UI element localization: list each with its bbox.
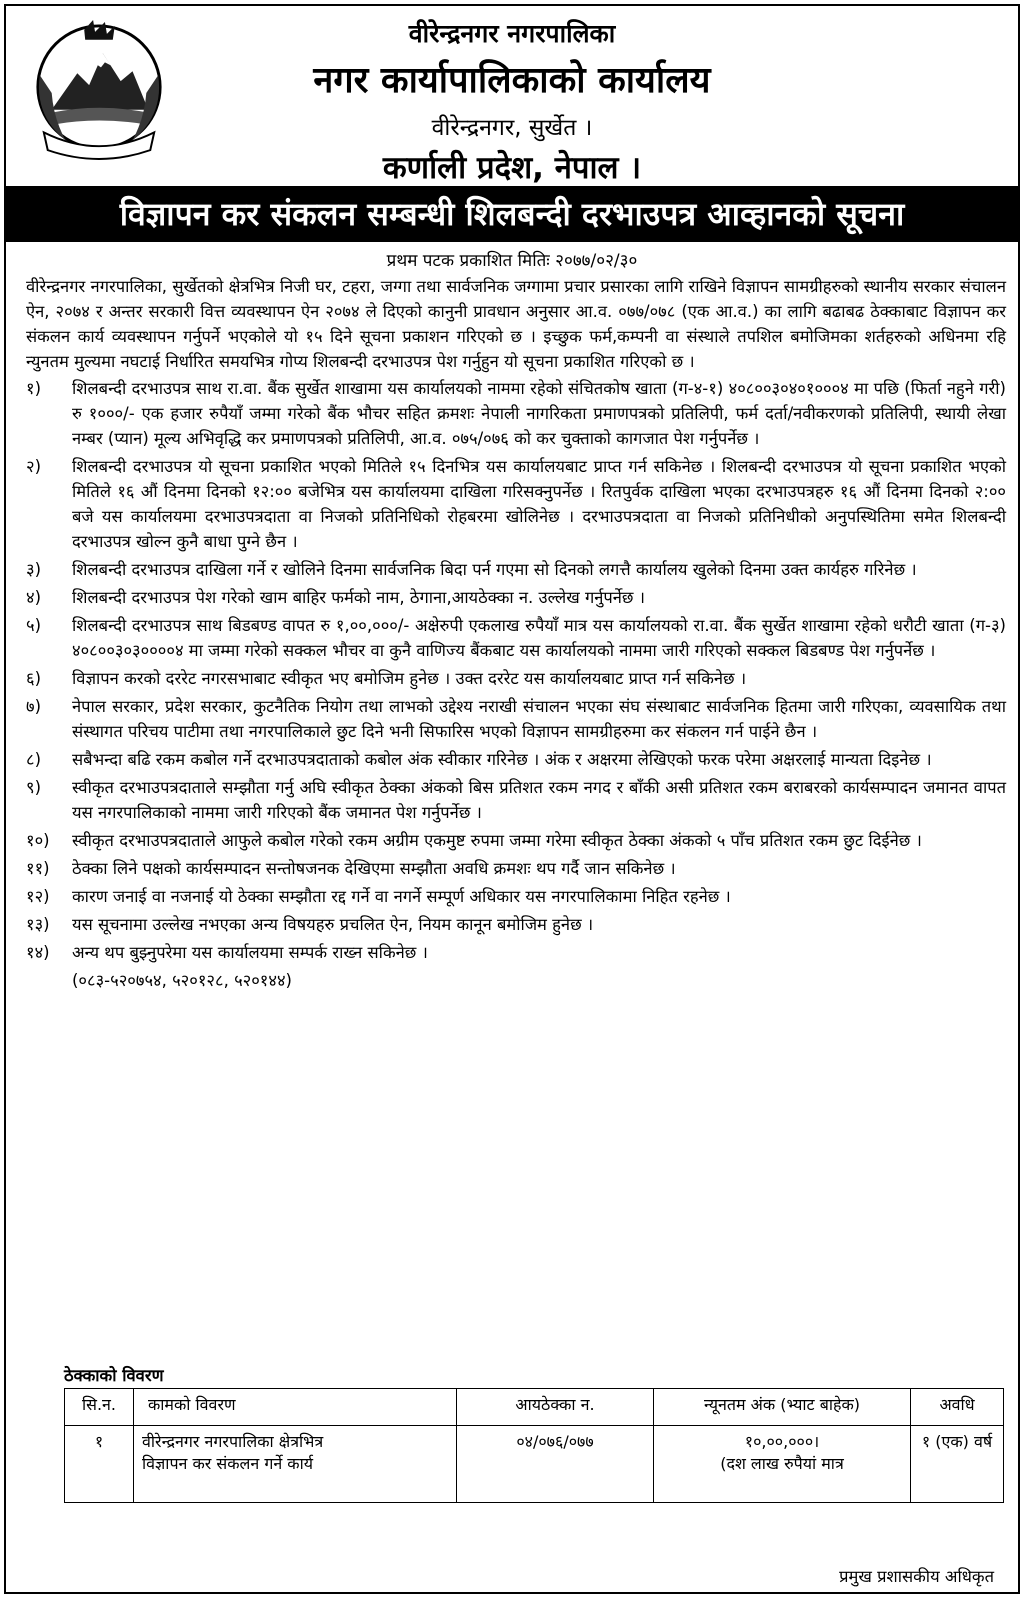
column-header-duration: अवधि bbox=[911, 1389, 1004, 1426]
clause-number: ३) bbox=[26, 560, 42, 579]
office-address: वीरेन्द्रनगर, सुर्खेत । bbox=[431, 115, 593, 141]
contract-details-title: ठेक्काको विवरण bbox=[64, 1366, 164, 1385]
column-header-sn: सि.न. bbox=[65, 1389, 134, 1426]
clause-list bbox=[26, 376, 1006, 965]
description-line: वीरेन्द्रनगर नगरपालिका क्षेत्रभित्र bbox=[142, 1432, 324, 1451]
clause-item bbox=[26, 884, 1006, 909]
notice-body bbox=[26, 274, 1006, 993]
clause-text: यस सूचनामा उल्लेख नभएका अन्य विषयहरु प्रचलित ऐन, नियम कानून बमोजिम हुनेछ । bbox=[72, 915, 594, 934]
column-header-description: कामको विवरण bbox=[134, 1389, 457, 1426]
clause-item bbox=[26, 557, 1006, 582]
clause-item bbox=[26, 828, 1006, 853]
clause-item bbox=[26, 856, 1006, 881]
clause-number: ४) bbox=[26, 588, 42, 607]
amount-figure: १०,००,०००। bbox=[744, 1432, 820, 1451]
clause-number: ८) bbox=[26, 750, 42, 769]
clause-text: स्वीकृत दरभाउपत्रदाताले आफुले कबोल गरेको रकम अग्रीम एकमुष्ट रुपमा जम्मा गरेमा स्वीकृत ठेक्का अंकको ५ पाँच प्रतिशत रकम छुट दिईनेछ । bbox=[72, 831, 922, 850]
clause-text: शिलबन्दी दरभाउपत्र दाखिला गर्ने र खोलिने दिनमा सार्वजनिक बिदा पर्न गएमा सो दिनको लगत्तै कार्यालय खुलेको दिनमा उक्त कार्यहरु गरिनेछ । bbox=[72, 560, 917, 579]
clause-item bbox=[26, 376, 1006, 451]
column-header-contract-no: आयठेक्का न. bbox=[457, 1389, 654, 1426]
published-date: प्रथम पटक प्रकाशित मितिः २०७७/०२/३० bbox=[386, 251, 638, 271]
clause-number: १०) bbox=[26, 831, 50, 850]
column-header-minimum-amount: न्यूनतम अंक (भ्याट बाहेक) bbox=[654, 1389, 911, 1426]
clause-number: ५) bbox=[26, 616, 42, 635]
clause-number: १) bbox=[26, 379, 42, 398]
office-name: नगर कार्यापालिकाको कार्यालय bbox=[313, 60, 711, 101]
clause-text: सबैभन्दा बढि रकम कबोल गर्ने दरभाउपत्रदाताको कबोल अंक स्वीकार गरिनेछ । अंक र अक्षरमा लेखिएको फरक परेमा अक्षरलाई मान्यता दिइनेछ । bbox=[72, 750, 932, 769]
notice-title: विज्ञापन कर संकलन सम्बन्धी शिलबन्दी दरभाउपत्र आव्हानको सूचना bbox=[6, 186, 1018, 242]
clause-text: शिलबन्दी दरभाउपत्र पेश गरेको खाम बाहिर फर्मको नाम, ठेगाना,आयठेक्का न. उल्लेख गर्नुपर्नेछ । bbox=[72, 588, 645, 607]
clause-number: ६) bbox=[26, 669, 42, 688]
signature-title: प्रमुख प्रशासकीय अधिकृत bbox=[839, 1567, 994, 1586]
clause-item bbox=[26, 585, 1006, 610]
clause-text: नेपाल सरकार, प्रदेश सरकार, कुटनैतिक नियोग तथा लाभको उद्देश्य नराखी संचालन भएका संघ संस्थाबाट सार्वजनिक हितमा जारी गरिएका, व्यवसायिक तथा संस्थागत परिचय पाटीमा तथा नगरपालिकाले छुट दिने भनी सिफारिस भएको विज्ञापन सामग्रीहरुमा कर संकलन गर्न पाईने छैन । bbox=[72, 697, 1006, 741]
clause-item bbox=[26, 747, 1006, 772]
clause-text: ठेक्का लिने पक्षको कार्यसम्पादन सन्तोषजनक देखिएमा सम्झौता अवधि क्रमशः थप गर्दै जान सकिनेछ । bbox=[72, 859, 676, 878]
clause-item bbox=[26, 912, 1006, 937]
table-row bbox=[65, 1426, 1004, 1503]
clause-number: १४) bbox=[26, 943, 50, 962]
clause-number: २) bbox=[26, 457, 42, 476]
clause-text: स्वीकृत दरभाउपत्रदाताले सम्झौता गर्नु अघि स्वीकृत ठेक्का अंकको बिस प्रतिशत रकम नगद र बाँकी असी प्रतिशत रकम बराबरको कार्यसम्पादन जमानत वापत यस नगरपालिकाको नाममा जारी गरिएको बैंक जमानत पेश गर्नुपर्नेछ । bbox=[72, 778, 1006, 822]
clause-text: शिलबन्दी दरभाउपत्र साथ रा.वा. बैंक सुर्खेत शाखामा यस कार्यालयको नाममा रहेको संचितकोष खाता (ग-४-१) ४०८००३०४०१०००४ मा पछि (फिर्ता नहुने गरी) रु १०००/- एक हजार रुपैयाँ जम्मा गरेको बैंक भौचर सहित क्रमशः नेपाली नागरिकता प्रमाणपत्रको प्रतिलिपी, फर्म दर्ता/नवीकरणको प्रतिलिपी, स्थायी लेखा नम्बर (प्यान) मूल्य अभिवृद्धि कर प्रमाणपत्रको प्रतिलिपी, आ.व. ०७५/०७६ को कर चुक्ताको कागजात पेश गर्नुपर्नेछ । bbox=[72, 379, 1006, 448]
clause-item bbox=[26, 454, 1006, 554]
table-header-row bbox=[65, 1389, 1004, 1426]
cell-sn: १ bbox=[65, 1426, 134, 1503]
cell-amount bbox=[654, 1426, 911, 1503]
clause-item bbox=[26, 694, 1006, 744]
clause-text: अन्य थप बुझ्नुपरेमा यस कार्यालयमा सम्पर्क राख्न सकिनेछ । bbox=[72, 943, 428, 962]
intro-paragraph: वीरेन्द्रनगर नगरपालिका, सुर्खेतको क्षेत्रभित्र निजी घर, टहरा, जग्गा तथा सार्वजनिक जग्गामा प्रचार प्रसारका लागि राखिने विज्ञापन सामग्रीहरुको स्थानीय सरकार संचालन ऐन, २०७४ र अन्तर सरकारी वित्त व्यवस्थापन ऐन २०७४ ले दिएको कानुनी प्रावधान अनुसार आ.व. ०७७/०७८ (एक आ.व.) का लागि बढाबढ ठेक्काबाट विज्ञापन कर संकलन कार्य व्यवस्थापन गर्नुपर्ने भएकोले यो १५ दिने सूचना प्रकाशन गरिएको छ । इच्छुक फर्म,कम्पनी वा संस्थाले तपशिल बमोजिमका शर्तहरुको अधिनमा रहि न्युनतम मुल्यमा नघटाई निर्धारित समयभित्र गोप्य शिलबन्दी दरभाउपत्र पेश गर्नुहुन यो सूचना प्रकाशित गरिएको छ । bbox=[26, 277, 1006, 371]
municipality-name: वीरेन्द्रनगर नगरपालिका bbox=[408, 19, 616, 48]
cell-description bbox=[134, 1426, 457, 1503]
clause-number: १२) bbox=[26, 887, 50, 906]
description-line: विज्ञापन कर संकलन गर्ने कार्य bbox=[142, 1454, 314, 1473]
cell-duration: १ (एक) वर्ष bbox=[911, 1426, 1004, 1503]
clause-text: कारण जनाई वा नजनाई यो ठेक्का सम्झौता रद्द गर्ने वा नगर्ने सम्पूर्ण अधिकार यस नगरपालिकामा निहित रहनेछ । bbox=[72, 887, 731, 906]
notice-page bbox=[4, 4, 1020, 1594]
province-name: कर्णाली प्रदेश, नेपाल । bbox=[382, 150, 642, 186]
clause-item bbox=[26, 775, 1006, 825]
clause-number: ७) bbox=[26, 697, 42, 716]
clause-number: १३) bbox=[26, 915, 50, 934]
clause-number: ११) bbox=[26, 859, 50, 878]
clause-item bbox=[26, 666, 1006, 691]
clause-text: विज्ञापन करको दररेट नगरसभाबाट स्वीकृत भए बमोजिम हुनेछ । उक्त दररेट यस कार्यालयबाट प्राप्त गर्न सकिनेछ । bbox=[72, 669, 747, 688]
contact-numbers: (०८३-५२०७५४, ५२०१२८, ५२०१४४) bbox=[72, 971, 292, 990]
cell-contract-no: ०४/०७६/०७७ bbox=[457, 1426, 654, 1503]
clause-number: ९) bbox=[26, 778, 42, 797]
amount-words: (दश लाख रुपैयां मात्र bbox=[720, 1454, 844, 1473]
clause-item bbox=[26, 613, 1006, 663]
clause-text: शिलबन्दी दरभाउपत्र साथ बिडबण्ड वापत रु १,००,०००/- अक्षेरुपी एकलाख रुपैयाँ मात्र यस कार्यालयको रा.वा. बैंक सुर्खेत शाखामा रहेको धरौटी खाता (ग-३) ४०८००३०३००००४ मा जम्मा गरेको सक्कल भौचर वा कुनै वाणिज्य बैंकबाट यस कार्यालयको नाममा जारी गरिएको सक्कल बिडबण्ड पेश गर्नुपर्नेछ । bbox=[72, 616, 1006, 660]
contract-details-table bbox=[64, 1388, 1004, 1503]
clause-item bbox=[26, 940, 1006, 965]
clause-text: शिलबन्दी दरभाउपत्र यो सूचना प्रकाशित भएको मितिले १५ दिनभित्र यस कार्यालयबाट प्राप्त गर्न सकिनेछ । शिलबन्दी दरभाउपत्र यो सूचना प्रकाशित भएको मितिले १६ औं दिनमा दिनको १२:०० बजेभित्र यस कार्यालयमा दाखिला गरिसक्नुपर्नेछ । रितपुर्वक दाखिला भएका दरभाउपत्रहरु १६ औं दिनमा दिनको २:०० बजे यस कार्यालयमा दरभाउपत्रदाता वा निजको प्रतिनिधिको रोहबरमा खोलिनेछ । दरभाउपत्रदाता वा निजको प्रतिनिधीको अनुपस्थितिमा समेत शिलबन्दी दरभाउपत्र खोल्न कुनै बाधा पुग्ने छैन । bbox=[72, 457, 1006, 551]
